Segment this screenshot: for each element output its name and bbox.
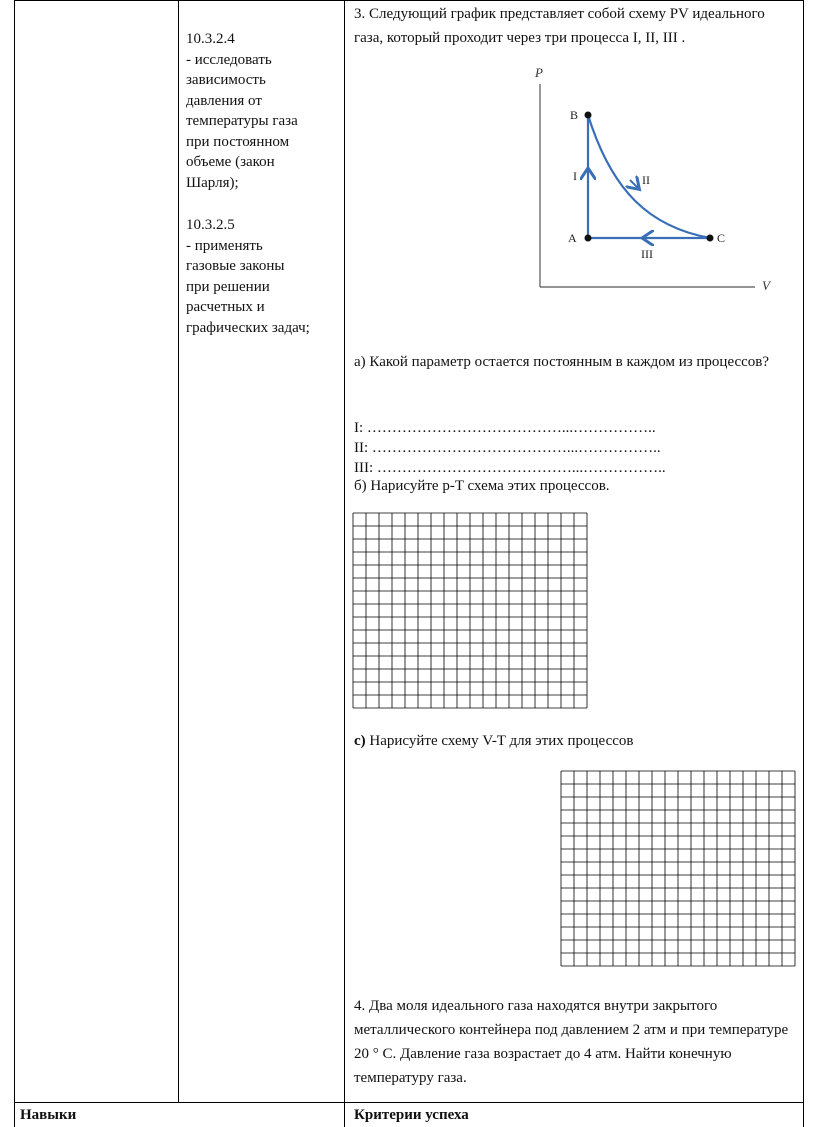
question-c — [354, 729, 794, 753]
point-c-marker — [707, 235, 714, 242]
table-top-border — [14, 0, 804, 1]
point-b-label: B — [570, 108, 579, 122]
process-1-label: I — [573, 169, 577, 183]
answer-line-3: III: …………………………………...…………….. — [354, 460, 666, 476]
process-3-label: III — [641, 247, 653, 261]
objective-code-2: 10.3.2.5 — [186, 217, 235, 233]
task4-statement: 4. Два моля идеального газа находятся внутри закрытого металлического контейнера под давлением 2 атм и при температуре 20 ° С. Давление газа возрастает до 4 атм. Найти конечную температуру газа. — [354, 998, 789, 1086]
process-2-label: II — [642, 173, 650, 187]
objective-text-2: - применять газовые законы при решении расчетных и графических задач; — [186, 237, 310, 336]
v-axis-label: V — [762, 278, 770, 293]
footer-criteria: Критерии успеха — [354, 1107, 469, 1123]
pv-diagram — [530, 62, 780, 302]
learning-objectives — [186, 29, 336, 338]
point-c-label: C — [717, 231, 726, 245]
process-2-arrow — [630, 180, 638, 188]
point-b-marker — [585, 112, 592, 119]
table-col-divider-2 — [344, 0, 345, 1127]
vt-drawing-grid — [561, 771, 796, 967]
objective-code-1: 10.3.2.4 — [186, 31, 235, 47]
answer-lines — [354, 418, 666, 478]
question-c-marker: с) — [354, 733, 366, 749]
answer-line-1: I: …………………………………...…………….. — [354, 420, 656, 436]
p-axis-label: P — [535, 65, 543, 80]
table-col-divider-1 — [178, 0, 179, 1102]
table-right-border — [803, 0, 804, 1127]
question-c-text: Нарисуйте схему V-T для этих процессов — [365, 733, 634, 749]
answer-line-2: II: …………………………………...…………….. — [354, 440, 661, 456]
task3-statement: 3. Следующий график представляет собой схему PV идеального газа, который проходит через три процесса I, II, III . — [354, 6, 765, 46]
pt-drawing-grid — [353, 513, 589, 709]
point-a-marker — [585, 235, 592, 242]
question-a: а) Какой параметр остается постоянным в каждом из процессов? — [354, 354, 770, 370]
objective-spacer — [186, 193, 336, 215]
objective-text-1: - исследовать зависимость давления от температуры газа при постоянном объеме (закон Шарля); — [186, 51, 298, 191]
table-left-border — [14, 0, 15, 1127]
point-a-label: A — [568, 231, 577, 245]
question-b: б) Нарисуйте p-T схема этих процессов. — [354, 478, 610, 494]
footer-skills: Навыки — [20, 1107, 77, 1123]
footer-row-top-border — [14, 1102, 804, 1103]
